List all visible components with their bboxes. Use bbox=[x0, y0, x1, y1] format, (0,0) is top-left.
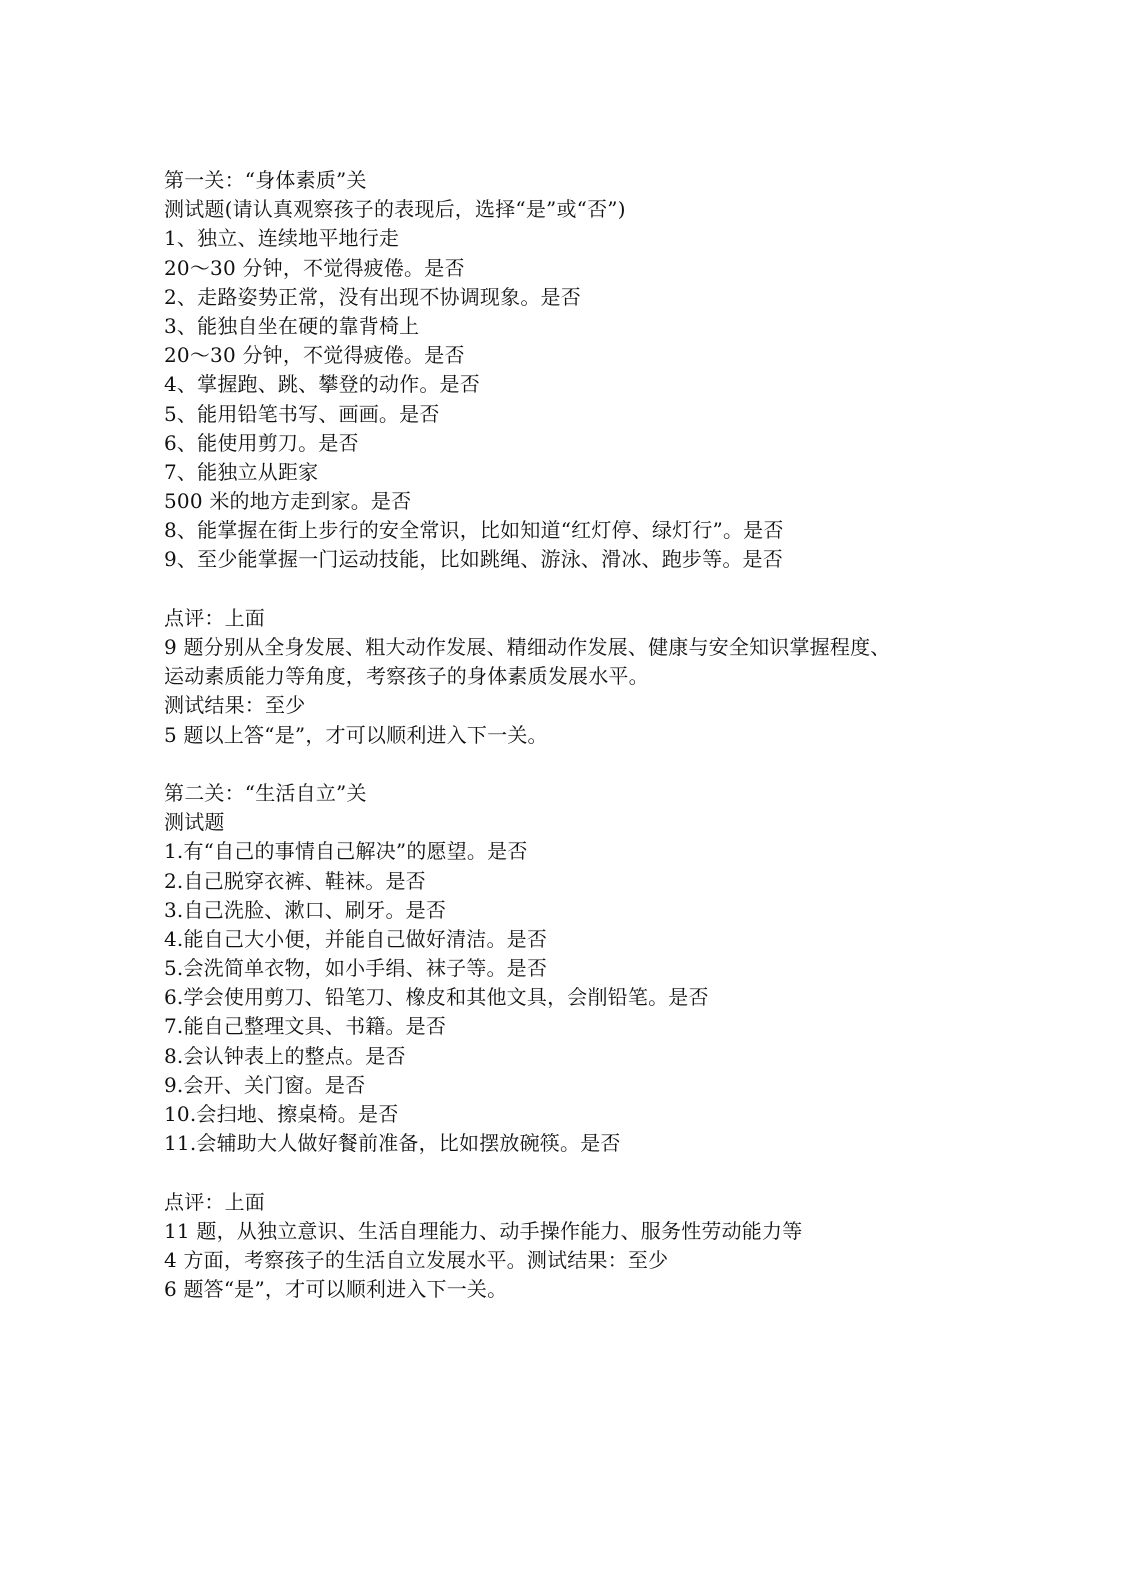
question-line: 20～30 分钟，不觉得疲倦。是否 bbox=[164, 255, 465, 280]
comment-line: 点评：上面 bbox=[164, 605, 265, 630]
spacer bbox=[164, 1158, 1064, 1187]
section-2 bbox=[164, 779, 1064, 1304]
comment-line: 点评：上面 bbox=[164, 1189, 265, 1214]
comment-line: 测试结果：至少 bbox=[164, 693, 306, 718]
question-line: 3.自己洗脸、漱口、刷牙。是否 bbox=[164, 897, 447, 922]
question-line: 7.能自己整理文具、书籍。是否 bbox=[164, 1014, 447, 1039]
question-line: 1.有“自己的事情自己解决”的愿望。是否 bbox=[164, 839, 528, 864]
spacer bbox=[164, 750, 1064, 779]
question-line: 1、独立、连续地平地行走 bbox=[164, 226, 400, 251]
question-line: 2.自己脱穿衣裤、鞋袜。是否 bbox=[164, 868, 426, 893]
question-line: 6.学会使用剪刀、铅笔刀、橡皮和其他文具，会削铅笔。是否 bbox=[164, 985, 709, 1010]
section-subtitle: 测试题 bbox=[164, 810, 225, 835]
question-line: 7、能独立从距家 bbox=[164, 459, 319, 484]
question-line: 10.会扫地、擦桌椅。是否 bbox=[164, 1102, 399, 1126]
comment-line: 4 方面，考察孩子的生活自立发展水平。测试结果：至少 bbox=[164, 1247, 669, 1272]
comment-line: 5 题以上答“是”，才可以顺利进入下一关。 bbox=[164, 722, 548, 747]
question-line: 4.能自己大小便，并能自己做好清洁。是否 bbox=[164, 926, 548, 951]
question-line: 2、走路姿势正常，没有出现不协调现象。是否 bbox=[164, 284, 581, 309]
comment-line: 运动素质能力等角度，考察孩子的身体素质发展水平。 bbox=[164, 664, 649, 689]
section-1 bbox=[164, 166, 1064, 779]
document-page bbox=[164, 166, 1064, 1304]
comment-line: 6 题答“是”，才可以顺利进入下一关。 bbox=[164, 1277, 508, 1302]
question-line: 5.会洗简单衣物，如小手绢、袜子等。是否 bbox=[164, 956, 548, 981]
comment-line: 11 题，从独立意识、生活自理能力、动手操作能力、服务性劳动能力等 bbox=[164, 1218, 803, 1243]
question-line: 5、能用铅笔书写、画画。是否 bbox=[164, 401, 440, 426]
comment-line: 9 题分别从全身发展、粗大动作发展、精细动作发展、健康与安全知识掌握程度、 bbox=[164, 635, 891, 659]
question-line: 11.会辅助大人做好餐前准备，比如摆放碗筷。是否 bbox=[164, 1131, 621, 1156]
question-line: 9.会开、关门窗。是否 bbox=[164, 1072, 366, 1097]
question-line: 8、能掌握在街上步行的安全常识，比如知道“红灯停、绿灯行”。是否 bbox=[164, 518, 784, 543]
section-title: 第一关：“身体素质”关 bbox=[164, 168, 367, 192]
question-line: 500 米的地方走到家。是否 bbox=[164, 489, 412, 514]
question-line: 3、能独自坐在硬的靠背椅上 bbox=[164, 313, 420, 338]
question-line: 20～30 分钟，不觉得疲倦。是否 bbox=[164, 343, 465, 368]
section-title: 第二关：“生活自立”关 bbox=[164, 780, 367, 805]
section-subtitle: 测试题(请认真观察孩子的表现后，选择“是”或“否”) bbox=[164, 197, 626, 222]
question-line: 9、至少能掌握一门运动技能，比如跳绳、游泳、滑冰、跑步等。是否 bbox=[164, 547, 783, 572]
question-line: 4、掌握跑、跳、攀登的动作。是否 bbox=[164, 372, 480, 397]
question-line: 6、能使用剪刀。是否 bbox=[164, 430, 359, 455]
question-line: 8.会认钟表上的整点。是否 bbox=[164, 1043, 406, 1068]
spacer bbox=[164, 575, 1064, 604]
